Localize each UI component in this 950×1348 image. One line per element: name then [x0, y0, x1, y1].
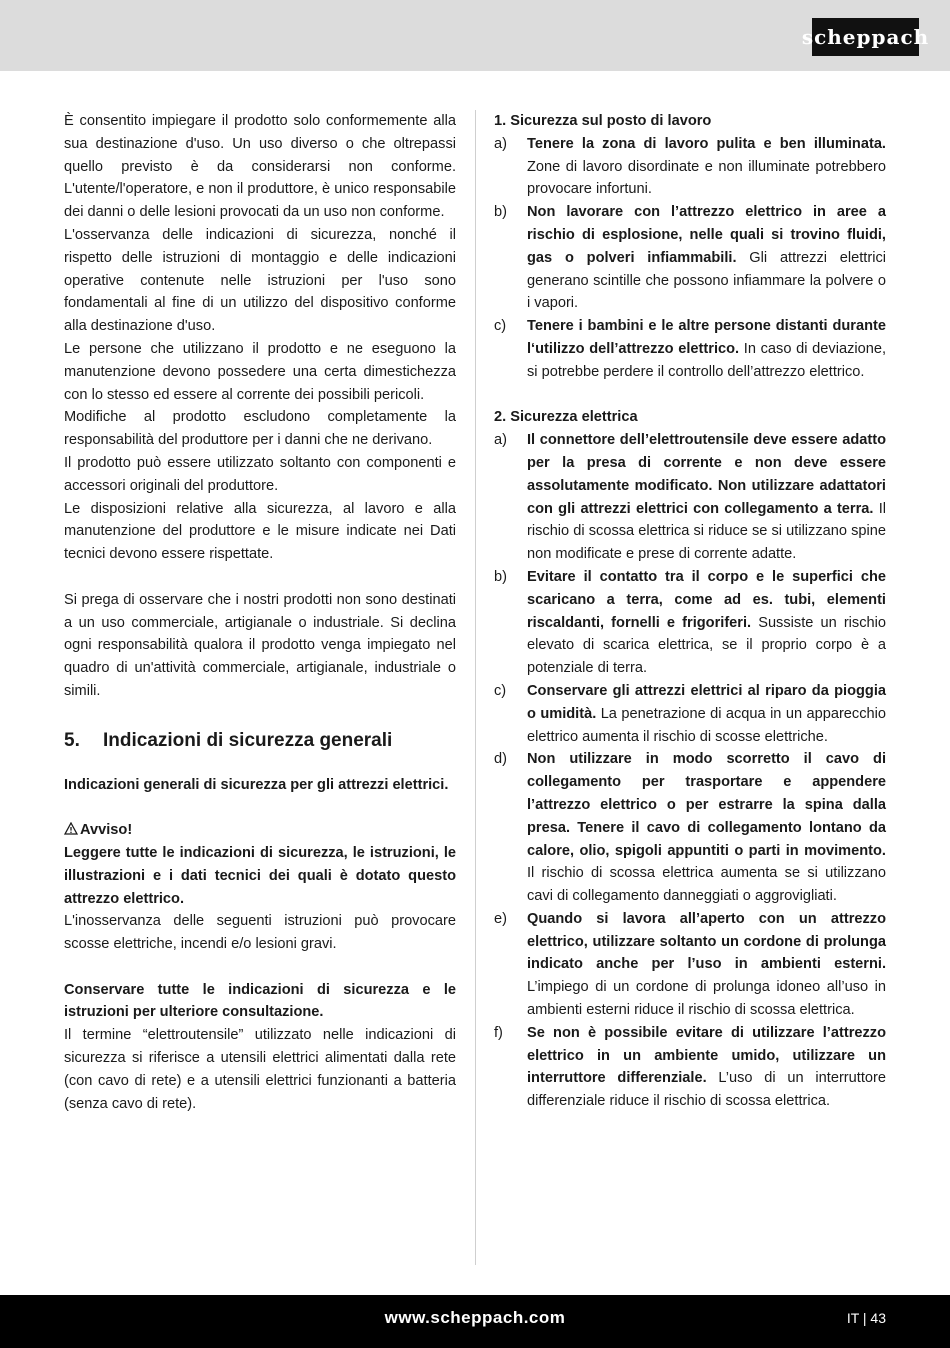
item-text: Zone di lavoro disordinate e non illuminate potrebbero provocare infortuni. [527, 158, 886, 198]
footer-bar [0, 1295, 950, 1348]
item-label: b) [494, 568, 507, 585]
list-item [494, 680, 886, 748]
subsection-title: 2. Sicurezza elettrica [494, 409, 638, 426]
paragraph: È consentito impiegare il prodotto solo conformemente alla sua destinazione d'uso. Un uso diverso o che oltrepassi quello previsto è da considerarsi non conforme. L'utente/l'operatore, e non il produttore, è unico responsabile dei danni o delle lesioni provocati da un uso non conforme. [64, 113, 456, 221]
item-label: f) [494, 1024, 503, 1041]
warning-triangle-icon [64, 822, 78, 835]
list-item [494, 748, 886, 908]
item-label: c) [494, 682, 507, 699]
left-column [64, 110, 456, 1115]
list-item [494, 908, 886, 1022]
item-label: a) [494, 135, 507, 152]
list-item [494, 315, 886, 383]
item-text: L’impiego di un cordone di prolunga idoneo all’uso in ambienti esterni riduce il rischio di scossa elettrica. [527, 979, 886, 1019]
item-bold-text: Quando si lavora all’aperto con un attrezzo elettrico, utilizzare soltanto un cordone di prolunga indicato anche per l’uso in ambienti esterni. [527, 910, 886, 973]
list-item [494, 566, 886, 680]
section-heading [64, 728, 456, 754]
item-bold-text: Tenere la zona di lavoro pulita e ben illuminata. [527, 135, 886, 152]
item-bold-text: Evitare il contatto tra il corpo e le superfici che scaricano a terra, come ad es. tubi, elementi riscaldanti, fornelli e frigoriferi. [527, 568, 886, 631]
paragraph: Le persone che utilizzano il prodotto e ne eseguono la manutenzione devono possedere una certa dimestichezza con lo stesso ed essere al corrente dei possibili pericoli. [64, 340, 456, 403]
item-bold-text: Tenere i bambini e le altre persone distanti durante l‘utilizzo dell’attrezzo elettrico. [527, 318, 886, 357]
warning-heading [64, 819, 456, 842]
section-number: 5. [64, 729, 80, 751]
paragraph: L'osservanza delle indicazioni di sicurezza, nonché il rispetto delle istruzioni di montaggio e delle indicazioni operative contenute nelle istruzioni per l'uso sono fondamentali al fine di un utilizzo del dispositivo conforme alla destinazione d'uso. [64, 226, 456, 335]
paragraph: Si prega di osservare che i nostri prodotti non sono destinati a un uso commerciale, artigianale o industriale. Si declina ogni responsabilità qualora il prodotto venga impiegato nel quadro di un'attività commerciale, artigianale, industriale o simili. [64, 591, 456, 699]
list-item [494, 1022, 886, 1113]
warning-bold-text: Leggere tutte le indicazioni di sicurezza, le istruzioni, le illustrazioni e i dati tecnici dei quali è dotato questo attrezzo elettrico. [64, 844, 456, 907]
section-title: Indicazioni di sicurezza generali [103, 729, 393, 751]
list-item [494, 201, 886, 315]
column-divider [475, 110, 476, 1265]
item-text: Gli attrezzi elettrici generano scintille che possono infiammare la polvere o i vapori. [527, 249, 887, 312]
warning-text: L'inosservanza delle seguenti istruzioni può provocare scosse elettriche, incendi e/o lesioni gravi. [64, 913, 456, 953]
item-bold-text: Non utilizzare in modo scorretto il cavo di collegamento per trasportare e appendere l’attrezzo elettrico o per estrarre la spina dalla presa. Tenere il cavo di collegamento lontano da calore, olio, spigoli appuntiti o parti in movimento. [527, 751, 886, 859]
item-label: d) [494, 751, 507, 768]
item-text: Il rischio di scossa elettrica si riduce se si utilizzano spine non modificate e prese di corrente adatte. [527, 500, 886, 563]
warning-label: Avviso! [80, 822, 133, 839]
item-label: a) [494, 432, 507, 449]
item-text: L’uso di un interruttore differenziale riduce il rischio di scossa elettrica. [527, 1070, 886, 1110]
right-column [494, 110, 886, 1113]
website-link[interactable]: www.scheppach.com [384, 1308, 566, 1327]
paragraph: Le disposizioni relative alla sicurezza, al lavoro e alla manutenzione del produttore e le misure indicate nei Dati tecnici devono essere rispettate. [64, 500, 456, 563]
item-bold-text: Conservare gli attrezzi elettrici al riparo da pioggia o umidità. [527, 682, 886, 722]
subsection-title: 1. Sicurezza sul posto di lavoro [494, 113, 712, 129]
paragraph: Il termine “elettroutensile” utilizzato nelle indicazioni di sicurezza si riferisce a utensili elettrici alimentati dalla rete (con cavo di rete) e a utensili elettrici funzionanti a batteria (senza cavo di rete). [64, 1027, 456, 1112]
subheading: Indicazioni generali di sicurezza per gli attrezzi elettrici. [64, 776, 449, 793]
item-text: La penetrazione di acqua in un apparecchio elettrico aumenta il rischio di scosse elettriche. [527, 705, 886, 745]
page-number: IT | 43 [846, 1310, 886, 1326]
item-bold-text: Il connettore dell’elettroutensile deve essere adatto per la presa di corrente e non deve essere assolutamente modificato. Non utilizzare adattatori con gli attrezzi elettrici con collegamento a terra. [527, 432, 886, 517]
list-item [494, 133, 886, 201]
list-item [494, 429, 886, 566]
item-label: c) [494, 318, 507, 335]
item-text: Il rischio di scossa elettrica aumenta se si utilizzano cavi di collegamento danneggiati o aggrovigliati. [527, 865, 886, 905]
paragraph: Modifiche al prodotto escludono completamente la responsabilità del produttore per i danni che ne derivano. [64, 409, 456, 449]
item-bold-text: Se non è possibile evitare di utilizzare l’attrezzo elettrico in un ambiente umido, utilizzare un interruttore differenziale. [527, 1024, 886, 1087]
item-label: e) [494, 910, 507, 927]
item-text: Sussiste un rischio elevato di scarica elettrica, se il proprio corpo è a potenziale di terra. [527, 614, 886, 677]
brand-logo: scheppach [812, 18, 919, 56]
paragraph: Il prodotto può essere utilizzato soltanto con componenti e accessori originali del produttore. [64, 454, 456, 494]
item-label: b) [494, 204, 507, 221]
keep-instructions-heading: Conservare tutte le indicazioni di sicurezza e le istruzioni per ulteriore consultazione. [64, 981, 456, 1021]
item-bold-text: Non lavorare con l’attrezzo elettrico in aree a rischio di esplosione, nelle quali si trovino fluidi, gas o polveri infiammabili. [527, 204, 886, 266]
item-text: In caso di deviazione, si potrebbe perdere il controllo dell’attrezzo elettrico. [527, 340, 887, 380]
header-bar [0, 0, 950, 71]
